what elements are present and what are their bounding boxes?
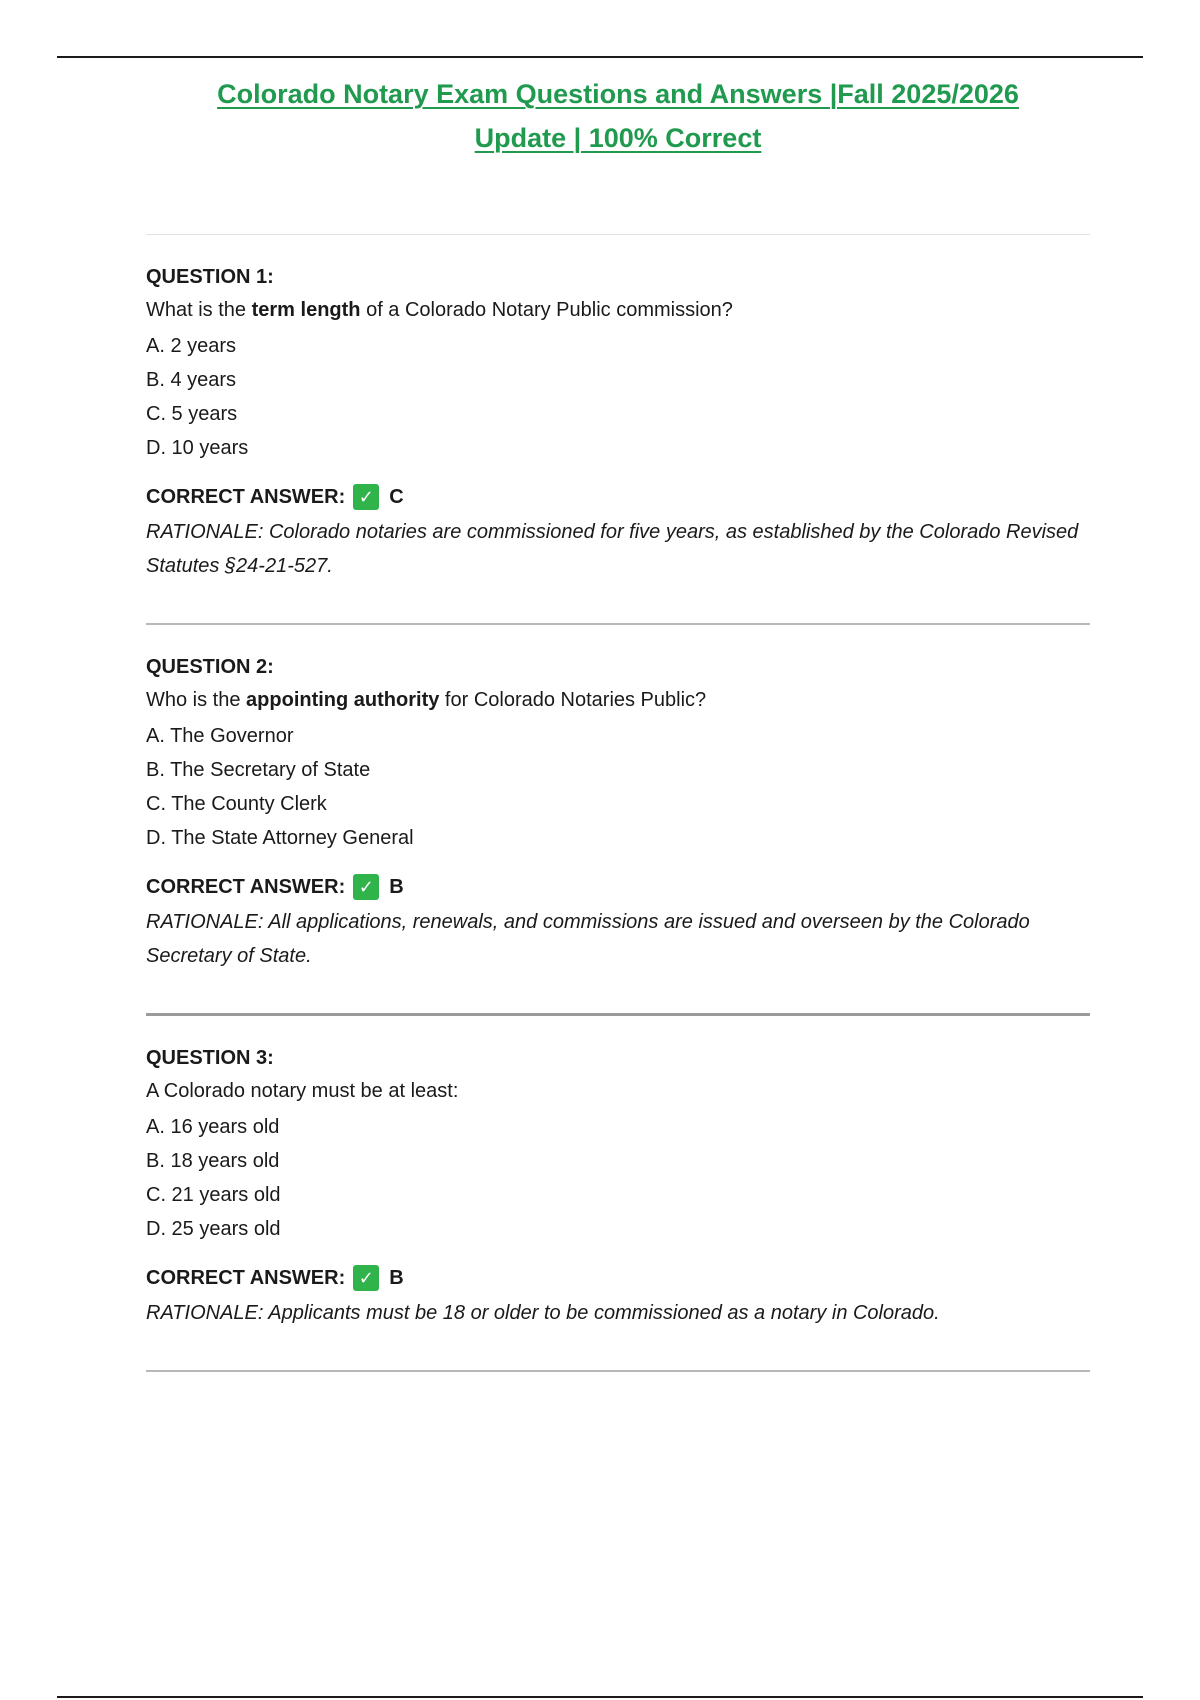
question-heading: QUESTION 2: — [146, 656, 274, 678]
check-mark-icon: ✓ — [353, 484, 379, 510]
question-text: A Colorado notary must be at least: — [146, 1080, 459, 1102]
question-block-3 — [146, 1016, 1090, 1330]
correct-answer — [146, 871, 1090, 903]
title-line-2: Update | 100% Correct — [474, 123, 762, 153]
check-mark-icon: ✓ — [353, 1265, 379, 1291]
rationale: RATIONALE: Applicants must be 18 or older to be commissioned as a notary in Colorado. — [146, 1302, 940, 1324]
check-mark-icon: ✓ — [353, 874, 379, 900]
correct-answer-value: B — [389, 1267, 404, 1289]
question-keyword: appointing authority — [246, 689, 440, 711]
rationale: RATIONALE: Colorado notaries are commissioned for five years, as established by the Colorado Revised Statutes §24-21-527. — [146, 521, 1079, 577]
option-c: C. The County Clerk — [146, 793, 327, 815]
correct-answer-value: C — [389, 486, 404, 508]
option-list — [146, 1110, 1090, 1246]
option-d: D. 25 years old — [146, 1218, 281, 1240]
correct-answer-label: CORRECT ANSWER: — [146, 486, 346, 508]
option-a: A. The Governor — [146, 725, 294, 747]
section-divider — [146, 1370, 1090, 1372]
correct-answer-label: CORRECT ANSWER: — [146, 876, 346, 898]
option-c: C. 21 years old — [146, 1184, 281, 1206]
correct-answer-value: B — [389, 876, 404, 898]
correct-answer — [146, 1262, 1090, 1294]
questions-container — [146, 234, 1090, 1372]
option-b: B. The Secretary of State — [146, 759, 371, 781]
question-heading: QUESTION 3: — [146, 1047, 274, 1069]
correct-answer-label: CORRECT ANSWER: — [146, 1267, 346, 1289]
question-block-1 — [146, 235, 1090, 583]
option-b: B. 4 years — [146, 369, 237, 391]
title-line-1: Colorado Notary Exam Questions and Answers |Fall 2025/2026 — [217, 79, 1019, 109]
question-text: What is the term length of a Colorado Notary Public commission? — [146, 299, 733, 321]
option-d: D. 10 years — [146, 437, 249, 459]
question-block-2 — [146, 625, 1090, 973]
correct-answer — [146, 481, 1090, 513]
rationale: RATIONALE: All applications, renewals, and commissions are issued and overseen by the Colorado Secretary of State. — [146, 911, 1030, 967]
header-rule — [57, 56, 1143, 58]
option-d: D. The State Attorney General — [146, 827, 414, 849]
option-a: A. 2 years — [146, 335, 237, 357]
footer-rule — [57, 1696, 1143, 1698]
document-title — [0, 72, 1200, 160]
question-heading: QUESTION 1: — [146, 266, 274, 288]
question-text: Who is the appointing authority for Colorado Notaries Public? — [146, 689, 707, 711]
option-c: C. 5 years — [146, 403, 238, 425]
question-keyword: term length — [251, 299, 361, 321]
option-list — [146, 329, 1090, 465]
option-a: A. 16 years old — [146, 1116, 280, 1138]
option-list — [146, 719, 1090, 855]
option-b: B. 18 years old — [146, 1150, 280, 1172]
